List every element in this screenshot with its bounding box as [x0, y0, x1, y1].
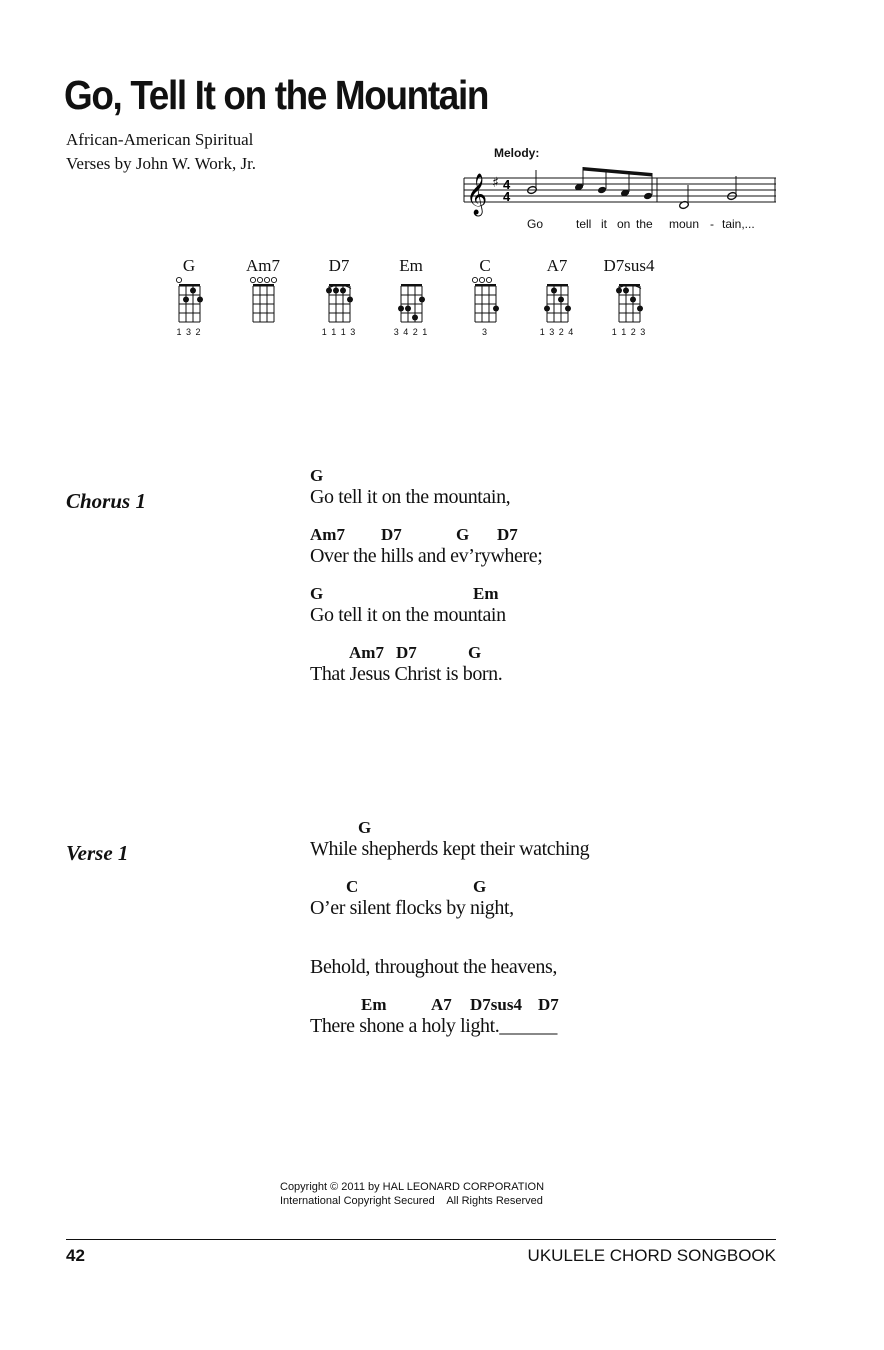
lyric-line: Over the hills and ev’rywhere; [310, 545, 543, 567]
chord-diagram-name: D7sus4 [603, 256, 655, 275]
finger-dot [197, 297, 203, 303]
chord-symbol: A7 [431, 995, 452, 1014]
chord-diagram-name: Am7 [246, 256, 280, 275]
chord-diagram-grid [471, 276, 500, 326]
chord-diagram-name: G [182, 256, 196, 275]
finger-dot [616, 288, 622, 294]
credit-line-2: Verses by John W. Work, Jr. [66, 154, 257, 173]
chord-diagram-grid [175, 276, 204, 326]
credit-line-1: African-American Spiritual [66, 130, 254, 149]
lyric-line: Go tell it on the mountain [310, 604, 506, 626]
chord-fingering: 1 3 2 4 [539, 327, 575, 337]
time-signature-bottom: 4 [503, 189, 511, 204]
copyright-line-1: Copyright © 2011 by HAL LEONARD CORPORATION [280, 1181, 545, 1193]
finger-dot [623, 288, 629, 294]
chord-fingering: 3 [481, 327, 488, 337]
chord-symbol: D7 [497, 525, 518, 544]
chord-fingering: 1 1 1 3 [321, 327, 357, 337]
finger-dot [565, 306, 571, 312]
finger-dot [493, 306, 499, 312]
finger-dot [347, 297, 353, 303]
finger-dot [340, 288, 346, 294]
chord-symbol: D7 [396, 643, 417, 662]
finger-dot [558, 297, 564, 303]
song-title: Go, Tell It on the Mountain [64, 72, 489, 118]
lyric-line: Go tell it on the mountain, [310, 486, 511, 508]
lyric-line: O’er silent flocks by night, [310, 897, 514, 919]
lyric-line: Behold, throughout the heavens, [310, 956, 557, 978]
chord-symbol: Em [361, 995, 387, 1014]
open-string-marker [472, 277, 477, 282]
section-label: Chorus 1 [66, 489, 146, 513]
chord-symbol: Em [473, 584, 499, 603]
chord-symbol: G [310, 466, 324, 485]
open-string-marker [271, 277, 276, 282]
chord-symbol: Am7 [349, 643, 384, 662]
chord-diagram-name: Em [399, 256, 423, 275]
section-label: Verse 1 [66, 841, 129, 865]
chord-diagram-name: A7 [546, 256, 568, 275]
chord-symbol: G [456, 525, 470, 544]
finger-dot [637, 306, 643, 312]
chord-fingering: 1 1 2 3 [611, 327, 647, 337]
finger-dot [630, 297, 636, 303]
chord-diagram-grid [249, 276, 278, 326]
chord-symbol: G [310, 584, 324, 603]
sharp-icon: ♯ [492, 175, 499, 191]
lyric-line: That Jesus Christ is born. [310, 663, 503, 685]
chord-diagram-name: C [479, 256, 491, 275]
copyright-line-2: International Copyright Secured All Rights Reserved [280, 1195, 543, 1207]
book-title: UKULELE CHORD SONGBOOK [527, 1246, 776, 1265]
melody-staff [460, 160, 780, 220]
lyric-line: While shepherds kept their watching [310, 838, 590, 860]
chord-symbol: D7 [381, 525, 402, 544]
melody-lyric-syllable: tain,... [722, 217, 755, 231]
chord-symbol: D7sus4 [470, 995, 522, 1014]
melody-lyric-syllable: - [710, 217, 714, 231]
chord-diagram-name: D7 [328, 256, 350, 275]
melody-lyric-syllable: Go [527, 217, 544, 231]
footer-divider [66, 1239, 776, 1240]
chord-diagram-grid [397, 276, 426, 326]
open-string-marker [264, 277, 269, 282]
melody-lyric-syllable: on [617, 217, 631, 231]
melody-lyric-syllable: moun [669, 217, 700, 231]
open-string-marker [250, 277, 255, 282]
melody-label: Melody: [494, 146, 540, 160]
chord-fingering: 1 3 2 [176, 327, 202, 337]
chord-symbol: D7 [538, 995, 559, 1014]
finger-dot [551, 288, 557, 294]
melody-lyric-syllable: the [636, 217, 653, 231]
finger-dot [419, 297, 425, 303]
chord-diagram-grid [543, 276, 572, 326]
note-3 [597, 186, 607, 195]
chord-symbol: G [468, 643, 482, 662]
open-string-marker [486, 277, 491, 282]
page-number: 42 [66, 1246, 85, 1265]
chord-fingering: 3 4 2 1 [393, 327, 429, 337]
chord-symbol: G [358, 818, 372, 837]
melody-lyric-syllable: it [601, 217, 607, 231]
finger-dot [183, 297, 189, 303]
finger-dot [412, 315, 418, 321]
chord-diagram-grid [615, 276, 644, 326]
melody-lyric-syllable: tell [576, 217, 592, 231]
finger-dot [398, 306, 404, 312]
time-signature-top: 4 [503, 177, 511, 192]
finger-dot [405, 306, 411, 312]
finger-dot [326, 288, 332, 294]
treble-clef-icon: 𝄞 [466, 174, 488, 215]
chord-symbol: C [346, 877, 359, 896]
open-string-marker [479, 277, 484, 282]
chord-symbol: G [473, 877, 487, 896]
finger-dot [190, 288, 196, 294]
lyric-line: There shone a holy light.______ [310, 1015, 557, 1037]
chord-diagram-grid [325, 276, 354, 326]
open-string-marker [257, 277, 262, 282]
finger-dot [333, 288, 339, 294]
finger-dot [544, 306, 550, 312]
note-5 [643, 192, 653, 201]
chord-symbol: Am7 [310, 525, 345, 544]
open-string-marker [176, 277, 181, 282]
